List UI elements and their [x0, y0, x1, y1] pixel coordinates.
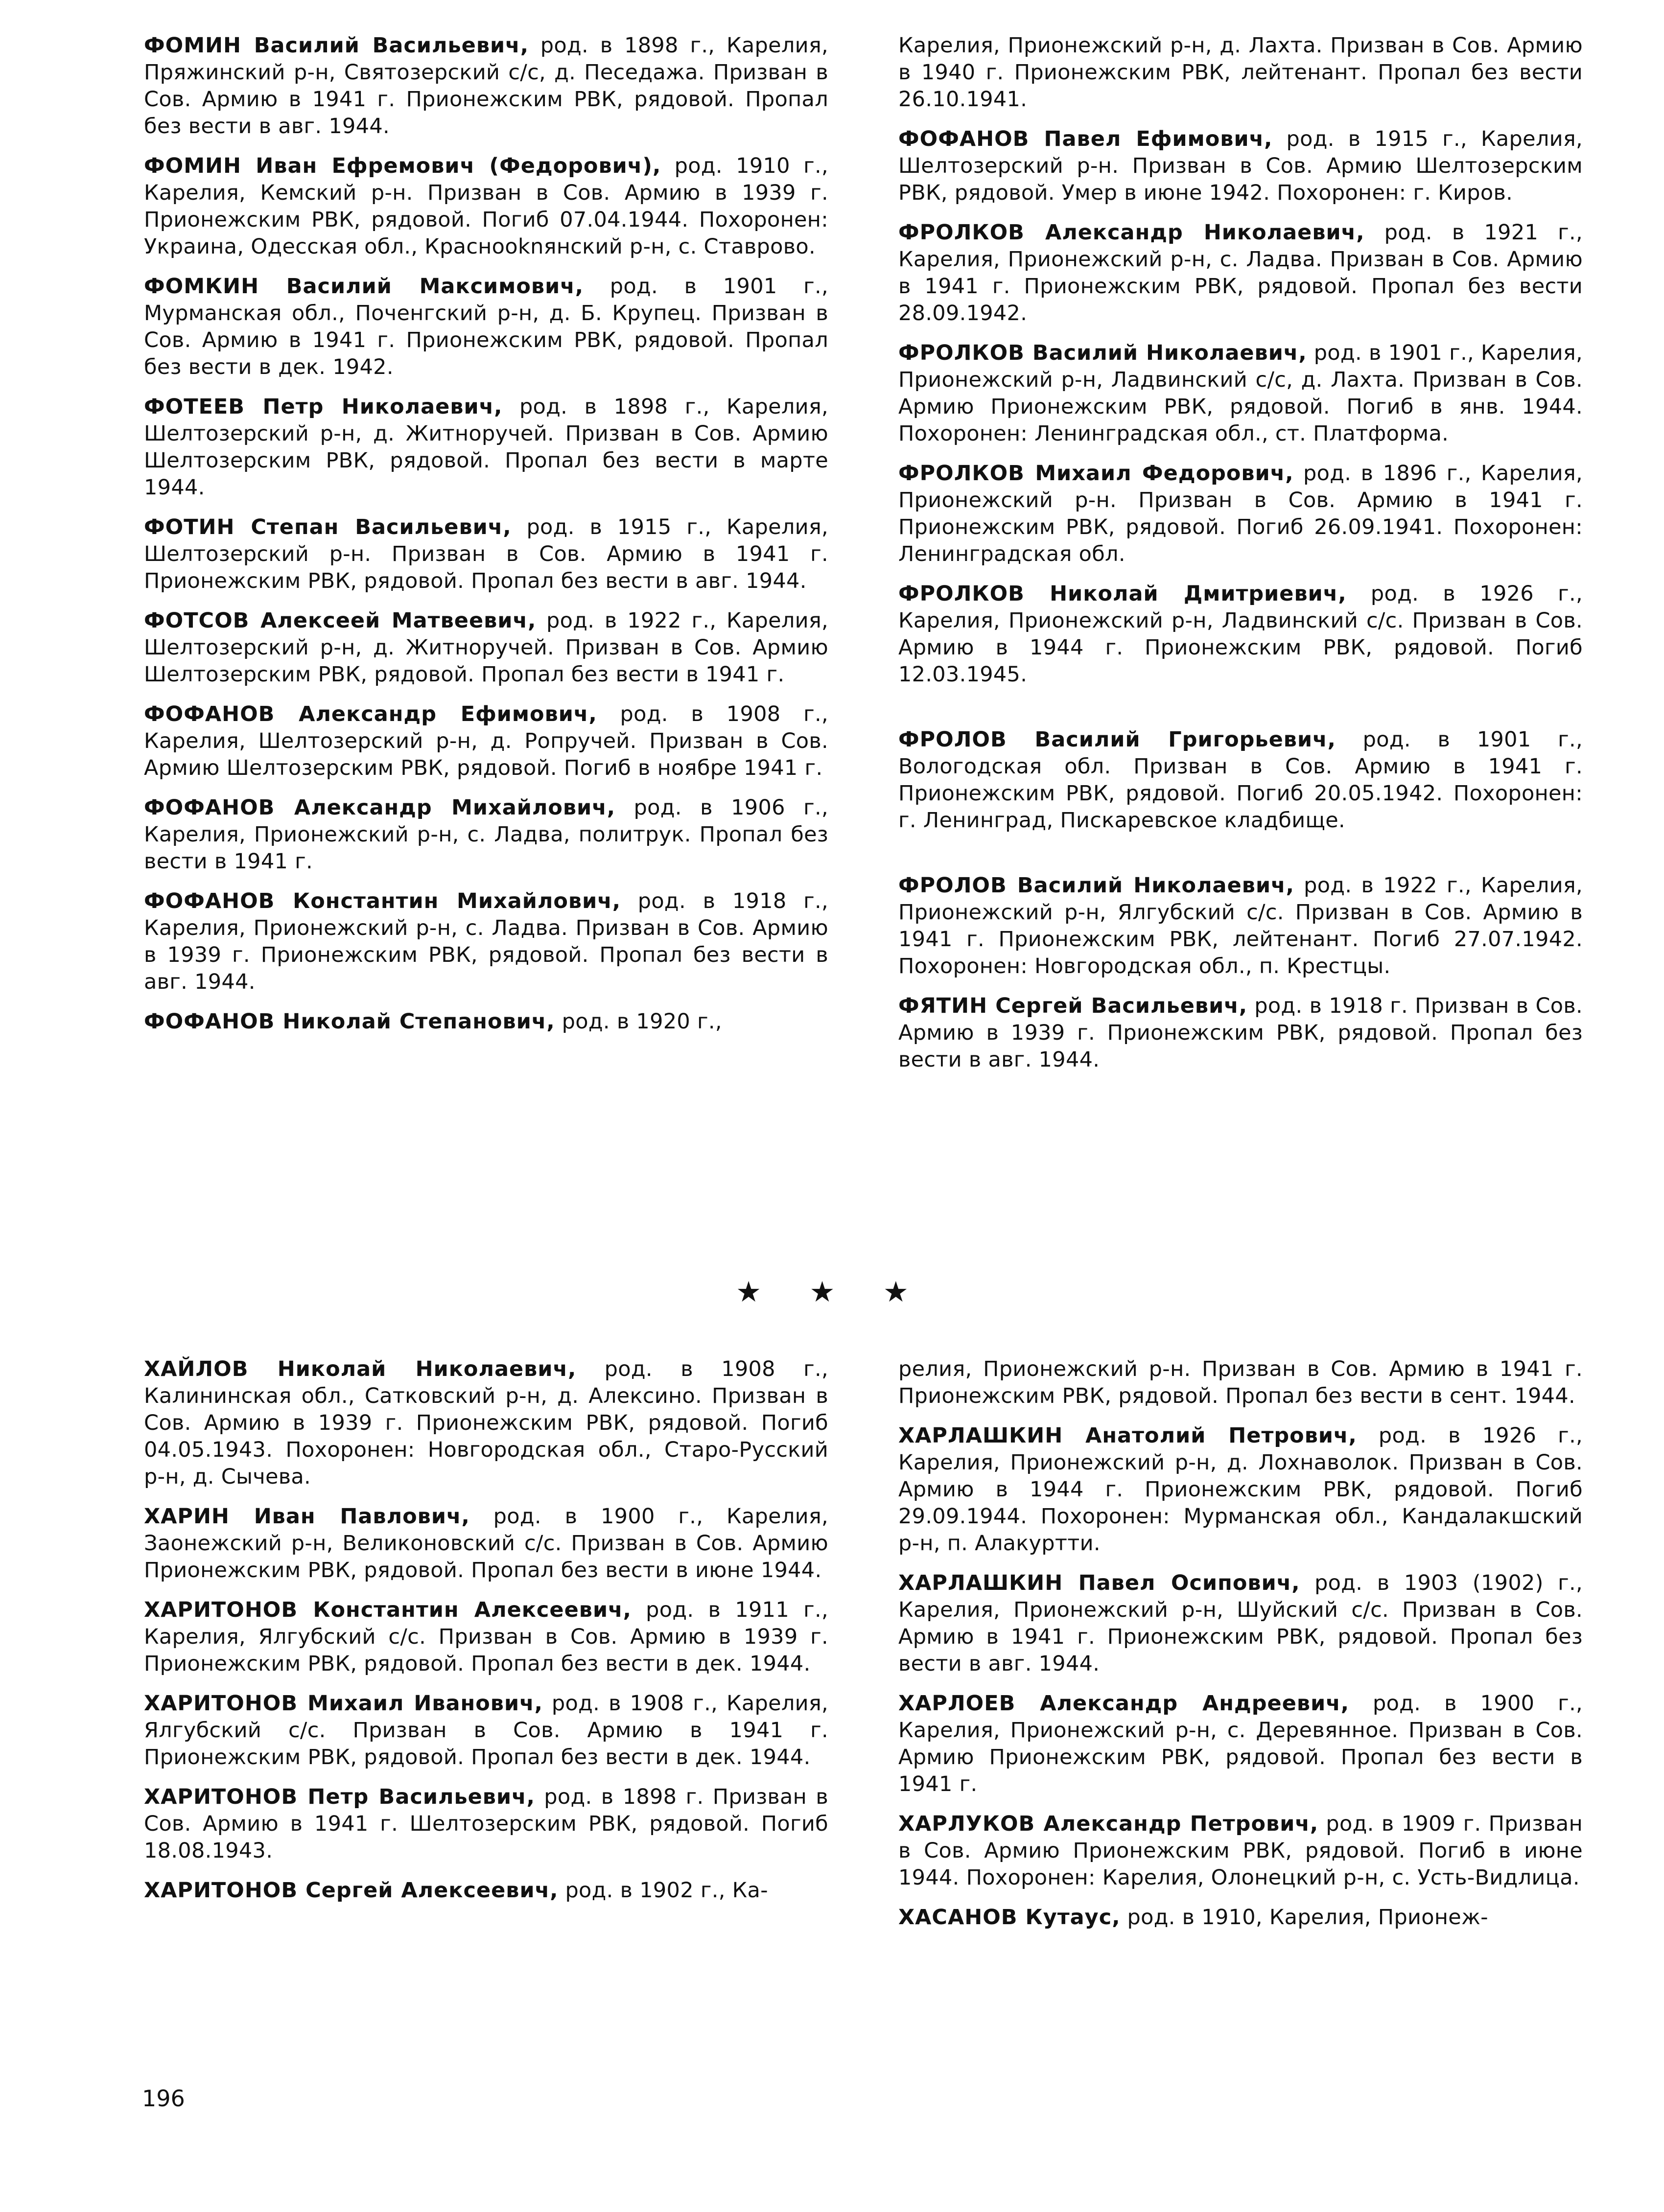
entry [144, 394, 828, 501]
entry-text: род. в 1901 г., Вологодская обл. Призван в Сов. Армию в 1941 г. Прионежским РВК, рядовой. Погиб 20.05.1942. Похоронен: г. Ленинград, Пискаревское кладбище. [898, 727, 1583, 833]
entry [144, 794, 828, 875]
entry-text: род. в 1922 г., Карелия, Прионежский р-н, Ялгубский с/с. Призван в Сов. Армию в 1941 г. Прионежским РВК, лейтенант. Погиб 27.07.1942. Похоронен: Новгородская обл., п. Крестцы. [898, 873, 1583, 978]
entry-text: род. в 1901 г., Карелия, Прионежский р-н, Ладвинский с/с, д. Лахта. Призван в Сов. Армию Прионежским РВК, рядовой. Погиб в янв. 1944. Похоронен: Ленинградская обл., ст. Платформа. [898, 341, 1583, 446]
entry-name: ХАРЛАШКИН Павел Осипович, [898, 1571, 1300, 1595]
entry-name: ФОФАНОВ Николай Степанович, [144, 1009, 555, 1034]
entry-text: род. в 1918 г., Карелия, Прионежский р-н, с. Ладва. Призван в Сов. Армию в 1939 г. Прионежским РВК, рядовой. Пропал без вести в авг. 1944. [144, 889, 828, 994]
entry-name: ФОТЕЕВ Петр Николаевич, [144, 395, 503, 419]
entry-text: род. в 1908 г., Калининская обл., Сатковский р-н, д. Алексино. Призван в Сов. Армию в 1939 г. Прионежским РВК, рядовой. Погиб 04.05.1943. Похоронен: Новгородская обл., Старо-Русский р-н, д. Сычева. [144, 1357, 828, 1489]
entry-text: род. в 1906 г., Карелия, Прионежский р-н, с. Ладва, политрук. Пропал без вести в 1941 г. [144, 795, 828, 874]
entry [898, 581, 1583, 688]
entry-name: ФРОЛКОВ Александр Николаевич, [898, 220, 1365, 245]
entry-name: ФОМИН Василий Васильевич, [144, 33, 529, 58]
page-number: 196 [142, 2085, 185, 2112]
entry-name: ФОМКИН Василий Максимович, [144, 274, 584, 299]
entry [144, 888, 828, 996]
section-separator: ★ ★ ★ [736, 1275, 928, 1308]
entry-name: ФОФАНОВ Константин Михайлович, [144, 889, 621, 913]
entry-text: род. в 1898 г. Призван в Сов. Армию в 1941 г. Шелтозерским РВК, рядовой. Погиб 18.08.1943. [144, 1785, 829, 1863]
column-bottom-right [898, 1356, 1583, 1944]
entry [144, 32, 828, 140]
entry-text: релия, Прионежский р-н. Призван в Сов. Армию в 1941 г. Прионежским РВК, рядовой. Пропал без вести в сент. 1944. [898, 1357, 1583, 1408]
entry-text: род. в 1900 г., Карелия, Прионежский р-н, с. Деревянное. Призван в Сов. Армию Прионежским РВК, рядовой. Пропал без вести в 1941 г. [898, 1691, 1583, 1796]
entry-name: ХАРЛАШКИН Анатолий Петрович, [898, 1423, 1357, 1448]
column-top-left [144, 32, 828, 1048]
entry [898, 460, 1583, 568]
entry [144, 1597, 828, 1677]
entry [144, 1877, 828, 1904]
entry-name: ФОФАНОВ Александр Ефимович, [144, 702, 597, 726]
entry [898, 993, 1583, 1073]
entry-text: род. в 1901 г., Мурманская обл., Поченгский р-н, д. Б. Крупец. Призван в Сов. Армию в 1941 г. Прионежским РВК, рядовой. Пропал без вести в дек. 1942. [144, 274, 828, 379]
entry-text: род. в 1926 г., Карелия, Прионежский р-н, Ладвинский с/с. Призван в Сов. Армию в 1944 г. Прионежским РВК, рядовой. Погиб 12.03.1945. [898, 582, 1583, 687]
entry [144, 1503, 828, 1584]
entry-text: род. в 1910, Карелия, Прионеж- [1120, 1905, 1488, 1930]
entry [144, 1356, 828, 1490]
entry-name: ХАСАНОВ Кутаус, [898, 1905, 1121, 1930]
entry-name: ХАРИТОНОВ Сергей Алексеевич, [144, 1878, 559, 1903]
entry [898, 1811, 1583, 1891]
entry [144, 1784, 828, 1864]
entry-text: род. в 1902 г., Ка- [558, 1878, 768, 1903]
entry-text: род. в 1915 г., Карелия, Шелтозерский р-н. Призван в Сов. Армию Шелтозерским РВК, рядовой. Умер в июне 1942. Похоронен: г. Киров. [898, 127, 1583, 205]
entry-name: ХАРИТОНОВ Петр Васильевич, [144, 1785, 536, 1809]
entry-name: ФОФАНОВ Александр Михайлович, [144, 795, 616, 820]
column-bottom-left [144, 1356, 828, 1917]
column-top-right [898, 32, 1583, 1086]
entry [898, 340, 1583, 447]
entry [898, 126, 1583, 207]
entry-name: ФОТИН Степан Васильевич, [144, 515, 512, 539]
entry-text: род. в 1920 г., [555, 1009, 722, 1034]
entry-text: род. в 1903 (1902) г., Карелия, Прионежский р-н, Шуйский с/с. Призван в Сов. Армию в 1941 г. Прионежским РВК, рядовой. Пропал без вести в авг. 1944. [898, 1571, 1583, 1676]
entry [144, 701, 828, 782]
entry [898, 872, 1583, 980]
entry [898, 1690, 1583, 1798]
entry-name: ХАРИТОНОВ Константин Алексеевич, [144, 1598, 632, 1622]
entry-name: ФОМИН Иван Ефремович (Федорович), [144, 154, 661, 178]
entry-text: род. в 1926 г., Карелия, Прионежский р-н, д. Лохнаволок. Призван в Сов. Армию в 1944 г. Прионежским РВК, рядовой. Погиб 29.09.1944. Похоронен: Мурманская обл., Кандалакшский р-н, п. Алакуртти. [898, 1423, 1583, 1556]
entry-name: ФРОЛКОВ Василий Николаевич, [898, 341, 1307, 365]
entry-name: ХАРЛУКОВ Александр Петрович, [898, 1812, 1319, 1836]
entry-text: Карелия, Прионежский р-н, д. Лахта. Призван в Сов. Армию в 1940 г. Прионежским РВК, лейтенант. Пропал без вести 26.10.1941. [898, 33, 1583, 112]
entry-name: ФОФАНОВ Павел Ефимович, [898, 127, 1273, 151]
entry [144, 1008, 828, 1035]
entry-text: род. в 1908 г., Карелия, Ялгубский с/с. Призван в Сов. Армию в 1941 г. Прионежским РВК, рядовой. Пропал без вести в дек. 1944. [144, 1691, 828, 1770]
entry-text: род. в 1915 г., Карелия, Шелтозерский р-н. Призван в Сов. Армию в 1941 г. Прионежским РВК, рядовой. Пропал без вести в авг. 1944. [144, 515, 828, 593]
entry [144, 1690, 828, 1771]
entry [898, 1570, 1583, 1677]
entry-text: род. в 1918 г. Призван в Сов. Армию в 1939 г. Прионежским РВК, рядовой. Пропал без вести в авг. 1944. [898, 994, 1583, 1072]
entry-name: ФРОЛОВ Василий Николаевич, [898, 873, 1294, 898]
entry-name: ФРОЛКОВ Николай Дмитриевич, [898, 582, 1347, 606]
entry-text: род. в 1896 г., Карелия, Прионежский р-н. Призван в Сов. Армию в 1941 г. Прионежским РВК, рядовой. Погиб 26.09.1941. Похоронен: Ленинградская обл. [898, 461, 1583, 566]
entry-text: род. 1910 г., Карелия, Кемский р-н. Призван в Сов. Армию в 1939 г. Прионежским РВК, рядовой. Погиб 07.04.1944. Похоронен: Украина, Одесская обл., Краснооknянский р-н, с. Ставрово. [144, 154, 828, 259]
entry [898, 219, 1583, 327]
entry-text: род. в 1921 г., Карелия, Прионежский р-н, с. Ладва. Призван в Сов. Армию в 1941 г. Прионежским РВК, рядовой. Пропал без вести 28.09.1942. [898, 220, 1583, 326]
entry-name: ФРОЛКОВ Михаил Федорович, [898, 461, 1294, 486]
entry [898, 1356, 1583, 1410]
entry [144, 273, 828, 381]
entry-text: род. в 1911 г., Карелия, Ялгубский с/с. Призван в Сов. Армию в 1939 г. Прионежским РВК, рядовой. Пропал без вести в дек. 1944. [144, 1598, 828, 1676]
entry [898, 726, 1583, 834]
entry-name: ФОТСОВ Алексеей Матвеевич, [144, 608, 537, 633]
entry-name: ХАЙЛОВ Николай Николаевич, [144, 1357, 577, 1381]
entry-name: ХАРЛОЕВ Александр Андреевич, [898, 1691, 1350, 1716]
entry [898, 32, 1583, 113]
entry-text: род. в 1908 г., Карелия, Шелтозерский р-н, д. Ропручей. Призван в Сов. Армию Шелтозерским РВК, рядовой. Погиб в ноябре 1941 г. [144, 702, 828, 780]
entry-text: род. в 1898 г., Карелия, Пряжинский р-н, Святозерский с/с, д. Песедажа. Призван в Сов. Армию в 1941 г. Прионежским РВК, рядовой. Пропал без вести в авг. 1944. [144, 33, 828, 139]
entry [898, 1904, 1583, 1931]
entry-name: ФРОЛОВ Василий Григорьевич, [898, 727, 1336, 752]
entry-name: ХАРИТОНОВ Михаил Иванович, [144, 1691, 543, 1716]
entry-text: род. в 1909 г. Призван в Сов. Армию Прионежским РВК, рядовой. Погиб в июне 1944. Похоронен: Карелия, Олонецкий р-н, с. Усть-Видлица. [898, 1812, 1583, 1890]
entry-text: род. в 1900 г., Карелия, Заонежский р-н, Великоновский с/с. Призван в Сов. Армию Прионежским РВК, рядовой. Пропал без вести в июне 1944. [144, 1504, 829, 1583]
entry [144, 153, 828, 260]
entry [898, 1422, 1583, 1557]
entry [144, 514, 828, 595]
entry-name: ХАРИН Иван Павлович, [144, 1504, 470, 1529]
entry-name: ФЯТИН Сергей Васильевич, [898, 994, 1248, 1018]
entry-text: род. в 1898 г., Карелия, Шелтозерский р-н, д. Житноручей. Призван в Сов. Армию Шелтозерским РВК, рядовой. Пропал без вести в марте 1944. [144, 395, 828, 500]
entry [144, 607, 828, 688]
entry-text: род. в 1922 г., Карелия, Шелтозерский р-н, д. Житноручей. Призван в Сов. Армию Шелтозерским РВК, рядовой. Пропал без вести в 1941 г. [144, 608, 829, 687]
